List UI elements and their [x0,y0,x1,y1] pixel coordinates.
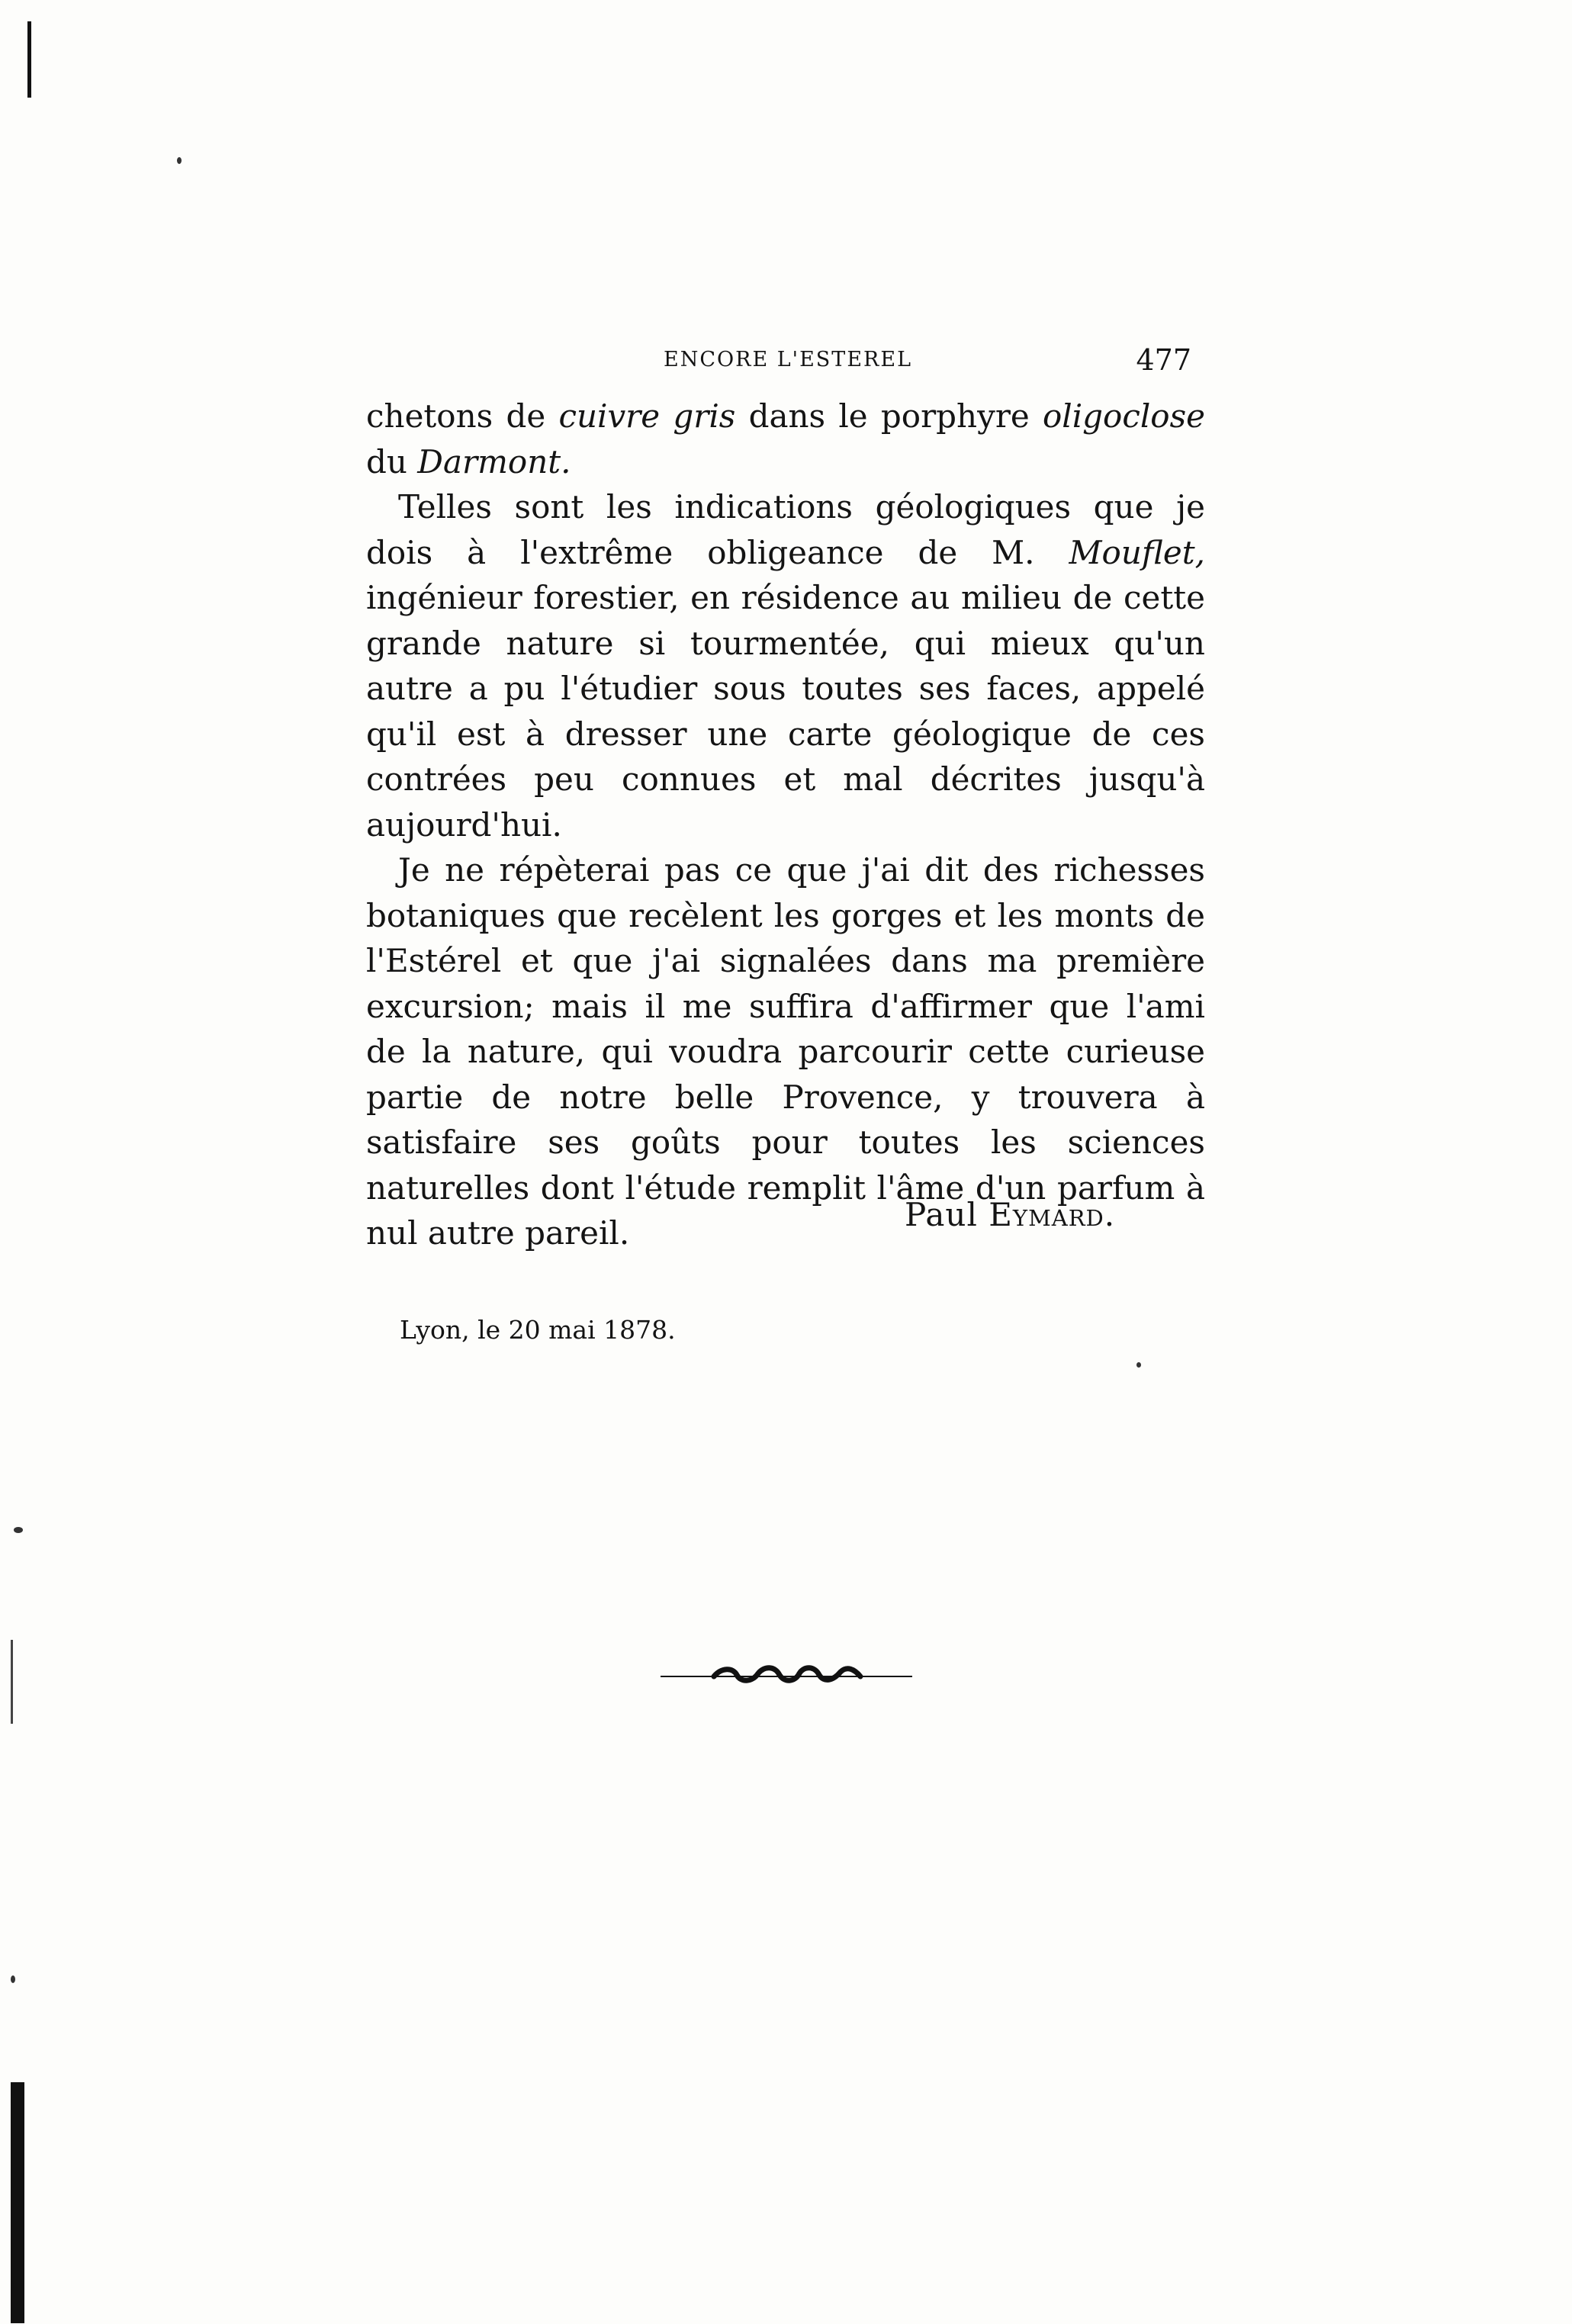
text-run: dans le porphyre [735,397,1043,435]
dateline: Lyon, le 20 mai 1878. [400,1315,676,1345]
italic-term: cuivre gris [558,397,736,435]
text-run: ingénieur forestier, en résidence au milieu de cette grande nature si tourmentée, qui mieux qu'un autre a pu l'étudier sous toutes ses faces, appelé qu'il est à dresser une carte géologique de ces contrées peu connues et mal décrites jusqu'à aujourd'hui. [366,579,1205,844]
text-run: chetons de [366,397,559,435]
paragraph-3: Je ne répèterai pas ce que j'ai dit des richesses botaniques que recèlent les gorges et les monts de l'Estérel et que j'ai signalées dans ma première excursion; mais il me suffira d'affirmer que l'ami de la nature, qui voudra parcourir cette curieuse partie de notre belle Provence, y trouvera à satisfaire ses goûts pour toutes les sciences naturelles dont l'étude remplit l'âme d'un parfum à nul autre pareil. [366,851,1205,1252]
page-header [366,343,1205,386]
scan-speck [11,1975,15,1983]
paragraph-2 [366,484,1205,847]
body-text [366,394,1205,1256]
author-signature [905,1196,1115,1233]
italic-name: Mouflet, [1069,533,1205,571]
author-first-name: Paul [905,1196,978,1233]
tailpiece-ornament [661,1661,912,1687]
scan-edge-mark-top [27,21,31,98]
scan-edge-mark-middle [11,1640,13,1724]
italic-term: Darmont. [417,442,571,481]
italic-term: oligoclose [1043,397,1205,435]
scan-edge-mark-bottom [11,2082,24,2323]
scan-speck [177,157,182,164]
page-number: 477 [1136,343,1191,377]
text-run: du [366,442,418,481]
running-head: ENCORE L'ESTEREL [664,348,912,371]
scan-speck [14,1527,23,1533]
paragraph-1 [366,394,1205,484]
scan-speck [1136,1362,1141,1368]
author-last-name: Eymard. [989,1196,1116,1233]
text-run: Telles sont les indications géologiques que je dois à l'extrême obligeance de M. [366,488,1205,571]
